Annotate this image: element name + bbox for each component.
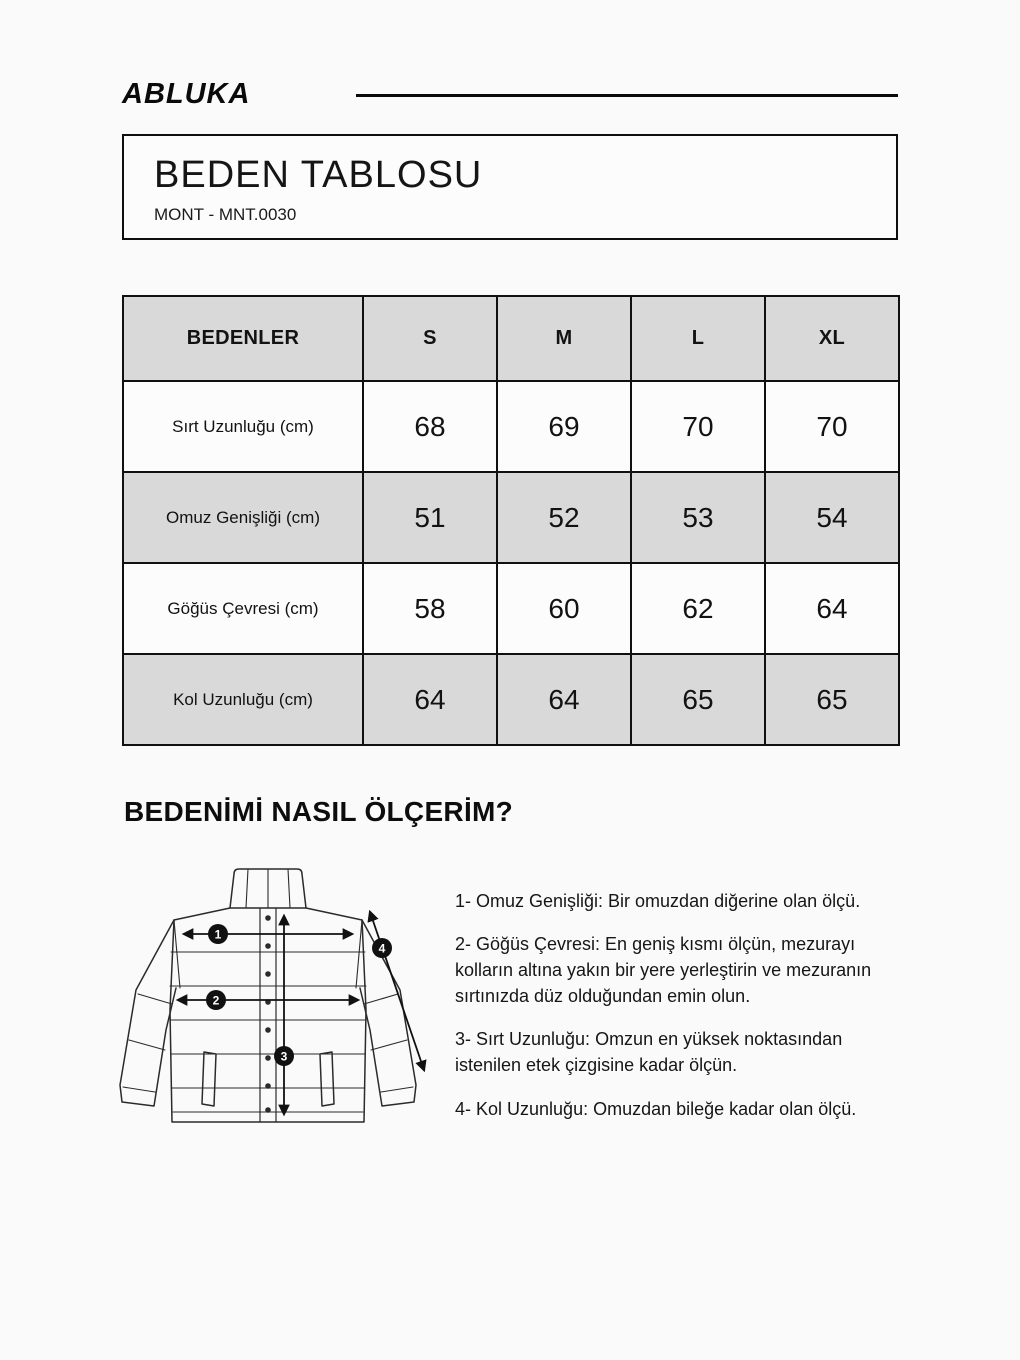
size-value-cell: 60 [497,563,631,654]
marker-4 [372,938,392,958]
row-label-cell: Kol Uzunluğu (cm) [123,654,363,745]
table-header-row [123,296,899,381]
jacket-diagram [98,860,448,1180]
size-value-cell: 54 [765,472,899,563]
how-to-title: BEDENİMİ NASIL ÖLÇERİM? [124,796,514,827]
instruction-4: 4- Kol Uzunluğu: Omuzdan bileğe kadar olan ölçü. [455,1098,857,1119]
svg-text:4: 4 [378,941,386,956]
size-value-cell: 64 [497,654,631,745]
table-row [123,381,899,472]
left-sleeve [120,920,176,1106]
col-header-m: M [497,296,631,381]
sleeve-length-arrow [370,912,424,1070]
product-code: MONT - MNT.0030 [154,205,297,224]
brand-logo: ABLUKA [122,78,251,110]
marker-2 [206,990,226,1010]
row-label-cell: Göğüs Çevresi (cm) [123,563,363,654]
header-rule [356,94,898,97]
col-header-s: S [363,296,497,381]
left-sleeve-quilt [129,994,172,1050]
size-value-cell: 53 [631,472,765,563]
right-pocket [320,1052,334,1106]
size-value-cell: 51 [363,472,497,563]
row-label-cell: Sırt Uzunluğu (cm) [123,381,363,472]
instruction-3: 3- Sırt Uzunluğu: Omzun en yüksek noktasından istenilen etek çizgisine kadar ölçün. [455,1029,843,1076]
size-value-cell: 58 [363,563,497,654]
left-pocket [202,1052,216,1106]
size-value-cell: 65 [631,654,765,745]
svg-text:2: 2 [212,993,220,1008]
collar-seams [246,869,290,908]
svg-text:1: 1 [214,927,222,942]
size-table [122,295,900,746]
col-header-bedenler: BEDENLER [123,296,363,381]
table-row [123,472,899,563]
jacket-body [170,908,366,1122]
snap-buttons [265,915,271,1113]
size-value-cell: 69 [497,381,631,472]
placket [260,908,276,1122]
table-row [123,654,899,745]
size-value-cell: 62 [631,563,765,654]
measurement-instructions [455,888,907,1139]
instruction-2: 2- Göğüs Çevresi: En geniş kısmı ölçün, mezurayı kolların altına yakın bir yere yerleştirin ve mezuranın sırtınızda düz olduğundan emin olun. [455,934,872,1007]
size-value-cell: 52 [497,472,631,563]
col-header-xl: XL [765,296,899,381]
size-value-cell: 64 [363,654,497,745]
size-value-cell: 70 [765,381,899,472]
size-value-cell: 70 [631,381,765,472]
instruction-1: 1- Omuz Genişliği: Bir omuzdan diğerine olan ölçü. [455,891,861,911]
row-label-cell: Omuz Genişliği (cm) [123,472,363,563]
table-row [123,563,899,654]
size-value-cell: 65 [765,654,899,745]
armhole-seams [174,920,362,988]
size-value-cell: 68 [363,381,497,472]
marker-3 [274,1046,294,1066]
svg-text:3: 3 [280,1049,288,1064]
left-cuff [123,1087,155,1092]
size-value-cell: 64 [765,563,899,654]
col-header-l: L [631,296,765,381]
page-title: BEDEN TABLOSU [154,154,483,196]
title-box [122,134,898,240]
marker-1 [208,924,228,944]
right-cuff [381,1087,413,1092]
